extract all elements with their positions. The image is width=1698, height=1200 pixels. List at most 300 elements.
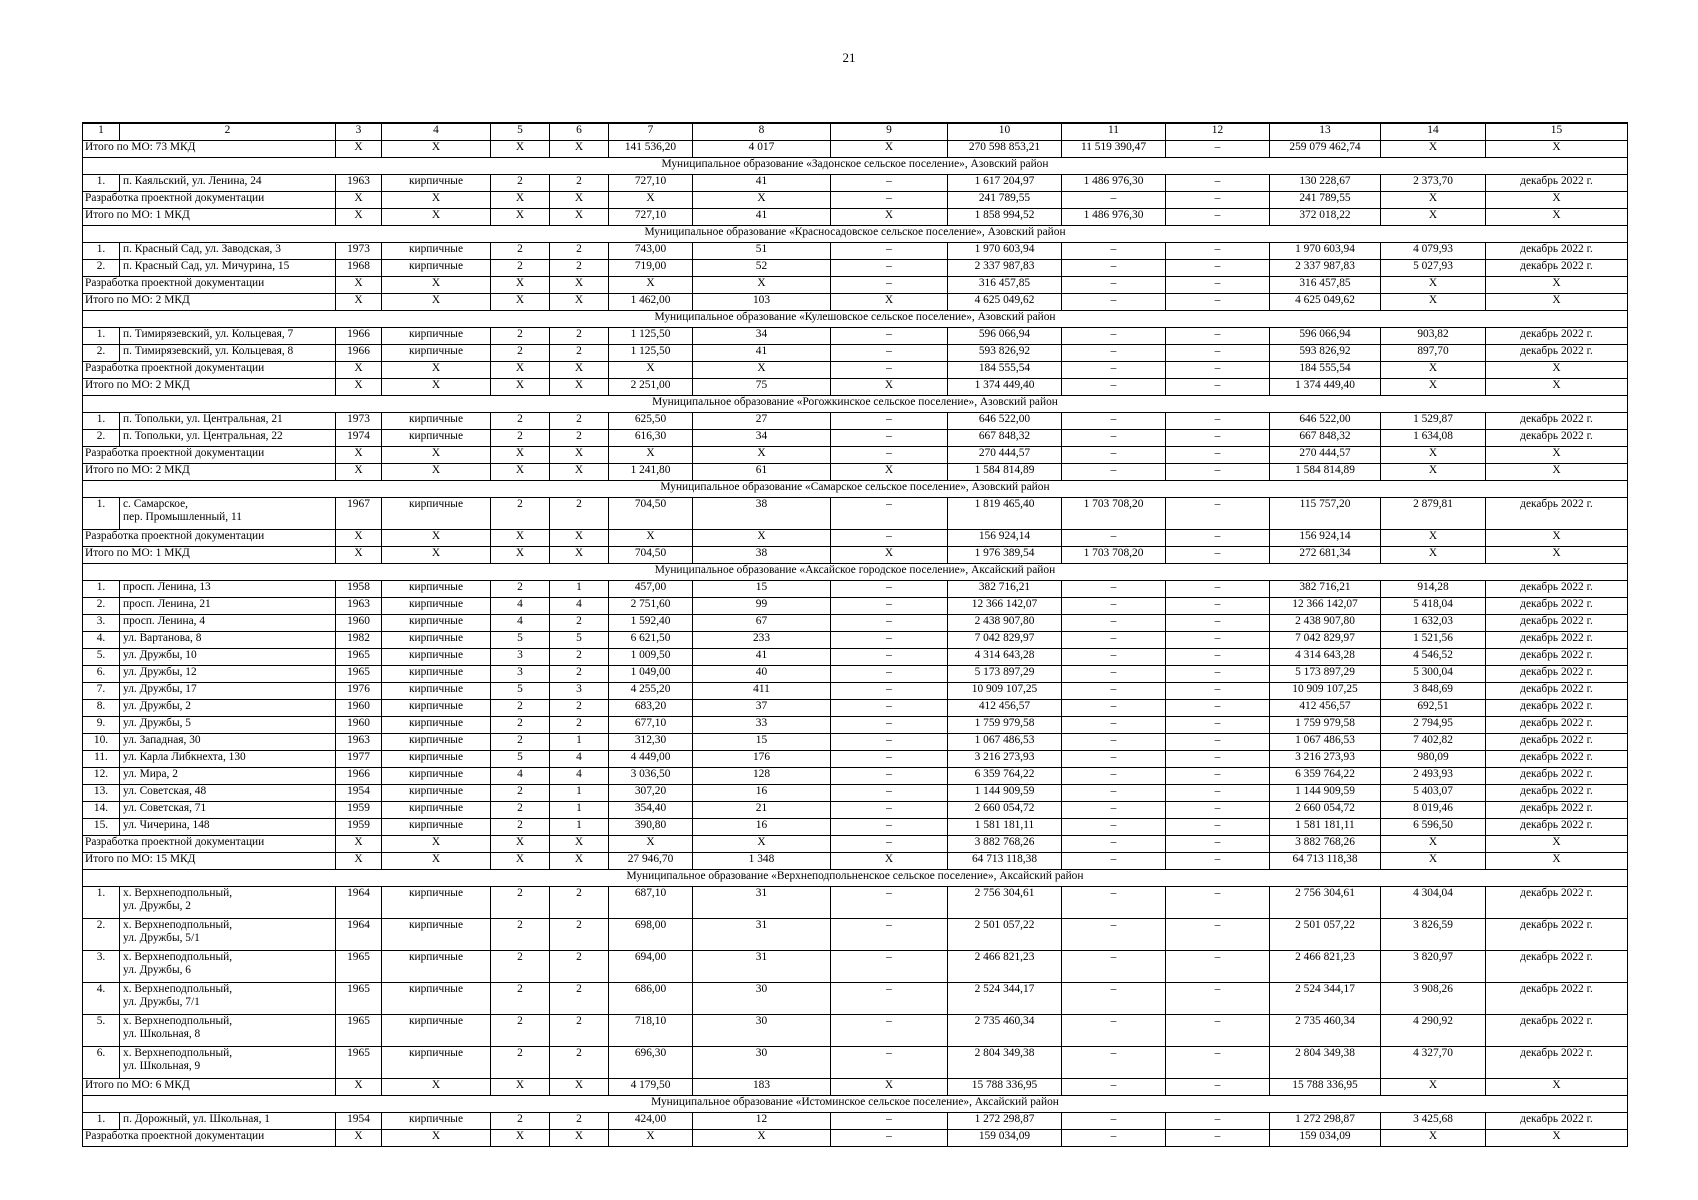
table-cell: 372 018,22 [1270,209,1381,226]
table-cell: 2 735 460,34 [1270,1015,1381,1047]
table-cell: 5 [491,632,550,649]
table-cell: 1 581 181,11 [1270,819,1381,836]
table-cell: Х [382,1130,491,1147]
table-cell: – [1166,717,1270,734]
row-label: Разработка проектной документации [83,192,336,209]
table-cell: 743,00 [609,243,693,260]
table-cell: 6 621,50 [609,632,693,649]
table-cell: – [831,362,948,379]
table-cell: 1 634,08 [1381,430,1486,447]
table-cell: 2 [550,328,609,345]
table-cell: 1958 [336,581,382,598]
table-cell: – [1062,1047,1166,1079]
table-cell: – [1166,1079,1270,1096]
table-cell: 382 716,21 [1270,581,1381,598]
section-title: Муниципальное образование «Истоминское сельское поселение», Аксайский район [83,1096,1628,1113]
table-cell: 3 216 273,93 [948,751,1062,768]
table-cell: – [1062,802,1166,819]
table-cell: кирпичные [382,983,491,1015]
table-cell: – [1166,983,1270,1015]
row-label: Итого по МО: 6 МКД [83,1079,336,1096]
table-cell: Х [1381,362,1486,379]
table-cell: декабрь 2022 г. [1486,700,1628,717]
table-cell: кирпичные [382,413,491,430]
table-cell: Х [609,447,693,464]
table-cell: 593 826,92 [948,345,1062,362]
table-cell: – [1062,294,1166,311]
table-cell: 11 519 390,47 [1062,141,1166,158]
table-cell: 2 [550,243,609,260]
table-cell: 241 789,55 [948,192,1062,209]
table-cell: 2 [491,785,550,802]
table-cell: 2 524 344,17 [948,983,1062,1015]
table-cell: 31 [693,887,831,919]
table-cell: 3 820,97 [1381,951,1486,983]
row-number: 1. [83,175,120,192]
table-cell: 2 [550,498,609,530]
address-line: ул. Вартанова, 8 [123,632,202,644]
table-cell: – [831,683,948,700]
table-cell: – [1062,345,1166,362]
table-row [83,717,1628,734]
table-cell: – [1166,649,1270,666]
table-cell: – [831,768,948,785]
table-cell: 6 359 764,22 [948,768,1062,785]
table-cell: 4 304,04 [1381,887,1486,919]
table-cell: Х [491,1079,550,1096]
table-cell: – [831,447,948,464]
column-number-cell: 5 [491,123,550,141]
table-cell: 312,30 [609,734,693,751]
table-cell: – [1062,717,1166,734]
table-cell: Х [609,192,693,209]
table-cell: 2 373,70 [1381,175,1486,192]
table-cell: 1 [550,785,609,802]
column-number-cell: 4 [382,123,491,141]
table-cell: 6 596,50 [1381,819,1486,836]
table-cell: декабрь 2022 г. [1486,768,1628,785]
table-cell: 2 879,81 [1381,498,1486,530]
row-number: 11. [83,751,120,768]
table-cell: 4 [491,768,550,785]
table-cell: декабрь 2022 г. [1486,1047,1628,1079]
table-cell: 61 [693,464,831,481]
table-cell: 667 848,32 [948,430,1062,447]
address-line: ул. Советская, 71 [123,802,207,814]
table-row [83,598,1628,615]
table-cell: Х [550,464,609,481]
table-cell: 1 272 298,87 [948,1113,1062,1130]
table-cell: – [1166,1047,1270,1079]
table-cell: 2 [491,345,550,362]
table-cell: 5 [550,632,609,649]
table-cell: 1 009,50 [609,649,693,666]
table-cell: Х [1486,1079,1628,1096]
table-cell: – [831,951,948,983]
table-cell: 2 804 349,38 [1270,1047,1381,1079]
address-cell [120,345,336,362]
table-cell: 10 909 107,25 [948,683,1062,700]
row-number: 7. [83,683,120,700]
table-cell: 1965 [336,1015,382,1047]
section-title: Муниципальное образование «Задонское сельское поселение», Азовский район [83,158,1628,175]
address-cell [120,632,336,649]
table-cell: Х [1381,294,1486,311]
table-cell: Х [1486,141,1628,158]
table-cell: 1 [550,802,609,819]
table-cell: 34 [693,430,831,447]
table-cell: декабрь 2022 г. [1486,498,1628,530]
table-cell: 2 [550,175,609,192]
section-title: Муниципальное образование «Кулешовское сельское поселение», Азовский район [83,311,1628,328]
section-header-row [83,226,1628,243]
summary-row [83,530,1628,547]
row-number: 6. [83,1047,120,1079]
table-cell: 457,00 [609,581,693,598]
table-cell: декабрь 2022 г. [1486,951,1628,983]
row-number: 3. [83,951,120,983]
table-cell: 354,40 [609,802,693,819]
table-cell: – [1062,243,1166,260]
table-cell: Х [491,294,550,311]
table-cell: – [1166,547,1270,564]
address-cell [120,615,336,632]
table-cell: – [1166,700,1270,717]
table-cell: 2 [491,717,550,734]
table-row [83,983,1628,1015]
address-line: ул. Мира, 2 [123,768,178,780]
table-cell: 3 826,59 [1381,919,1486,951]
table-cell: 316 457,85 [1270,277,1381,294]
table-cell: Х [831,853,948,870]
table-cell: Х [831,379,948,396]
table-cell: 12 [693,1113,831,1130]
table-cell: 3 [550,683,609,700]
table-cell: 6 359 764,22 [1270,768,1381,785]
table-cell: – [1166,734,1270,751]
section-header-row [83,1096,1628,1113]
table-cell: – [831,1015,948,1047]
table-cell: кирпичные [382,345,491,362]
table-cell: Х [693,362,831,379]
table-cell: 4 314 643,28 [1270,649,1381,666]
table-cell: 316 457,85 [948,277,1062,294]
table-cell: – [1166,192,1270,209]
row-number: 5. [83,649,120,666]
table-cell: Х [491,547,550,564]
table-row [83,1015,1628,1047]
table-cell: 2 524 344,17 [1270,983,1381,1015]
table-cell: 704,50 [609,498,693,530]
table-cell: 2 [491,819,550,836]
table-cell: – [831,1047,948,1079]
table-cell: декабрь 2022 г. [1486,632,1628,649]
table-cell: 5 418,04 [1381,598,1486,615]
table-cell: 897,70 [1381,345,1486,362]
table-cell: 2 [550,717,609,734]
table-cell: Х [1381,209,1486,226]
table-cell: – [831,649,948,666]
table-cell: 727,10 [609,209,693,226]
table-cell: – [1062,700,1166,717]
table-cell: – [1166,853,1270,870]
table-cell: 616,30 [609,430,693,447]
table-cell: Х [1486,853,1628,870]
table-cell: 1 759 979,58 [1270,717,1381,734]
row-number: 1. [83,581,120,598]
column-number-cell: 3 [336,123,382,141]
row-number: 1. [83,887,120,919]
table-cell: 4 625 049,62 [1270,294,1381,311]
table-row [83,734,1628,751]
table-cell: 4 449,00 [609,751,693,768]
table-cell: 115 757,20 [1270,498,1381,530]
table-cell: – [1062,632,1166,649]
table-cell: 64 713 118,38 [1270,853,1381,870]
row-label: Разработка проектной документации [83,530,336,547]
address-cell [120,666,336,683]
table-cell: 1 592,40 [609,615,693,632]
table-cell: 30 [693,1047,831,1079]
table-cell: 159 034,09 [1270,1130,1381,1147]
table-cell: 2 [491,887,550,919]
row-label: Итого по МО: 1 МКД [83,547,336,564]
table-cell: 2 [491,328,550,345]
table-cell: 2 [550,1015,609,1047]
table-row [83,430,1628,447]
table-cell: 2 [550,919,609,951]
address-cell [120,1047,336,1079]
table-cell: 41 [693,649,831,666]
table-cell: 33 [693,717,831,734]
table-cell: 183 [693,1079,831,1096]
table-cell: – [1062,328,1166,345]
row-number: 6. [83,666,120,683]
table-cell: 2 756 304,61 [1270,887,1381,919]
table-cell: – [831,615,948,632]
table-cell: 1964 [336,887,382,919]
address-line: ул. Дружбы, 2 [123,700,191,712]
section-header-row [83,481,1628,498]
table-cell: Х [382,836,491,853]
table-row [83,498,1628,530]
summary-row [83,379,1628,396]
table-cell: 1 486 976,30 [1062,209,1166,226]
table-cell: 596 066,94 [1270,328,1381,345]
table-row [83,887,1628,919]
address-cell [120,498,336,530]
table-cell: декабрь 2022 г. [1486,328,1628,345]
address-cell [120,768,336,785]
table-cell: 130 228,67 [1270,175,1381,192]
table-cell: декабрь 2022 г. [1486,430,1628,447]
table-cell: декабрь 2022 г. [1486,751,1628,768]
table-cell: 1965 [336,983,382,1015]
address-line: х. Верхнеподпольный, [123,887,233,899]
table-cell: 2 [550,430,609,447]
row-number: 14. [83,802,120,819]
table-cell: 694,00 [609,951,693,983]
table-cell: 99 [693,598,831,615]
table-cell: Х [550,530,609,547]
table-cell: Х [382,1079,491,1096]
table-cell: 184 555,54 [948,362,1062,379]
address-line: ул. Школьная, 9 [123,1060,201,1072]
table-cell: 2 [491,983,550,1015]
table-cell: кирпичные [382,734,491,751]
table-row [83,413,1628,430]
table-cell: кирпичные [382,1015,491,1047]
table-cell: 1 125,50 [609,328,693,345]
table-cell: 2 [491,1113,550,1130]
table-cell: 411 [693,683,831,700]
table-cell: 1 348 [693,853,831,870]
table-cell: Х [336,1079,382,1096]
address-cell [120,717,336,734]
table-cell: 2 [491,260,550,277]
row-number: 8. [83,700,120,717]
table-cell: Х [831,464,948,481]
table-cell: 1973 [336,413,382,430]
summary-row [83,853,1628,870]
table-cell: 1 125,50 [609,345,693,362]
table-cell: – [831,430,948,447]
table-cell: – [1166,951,1270,983]
address-cell [120,802,336,819]
table-cell: Х [609,530,693,547]
table-cell: 5 173 897,29 [948,666,1062,683]
table-cell: – [1062,1113,1166,1130]
address-line: х. Верхнеподпольный, [123,1015,233,1027]
table-cell: – [1062,413,1166,430]
table-row [83,1047,1628,1079]
table-cell: Х [491,447,550,464]
address-line: ул. Дружбы, 5 [123,717,191,729]
table-cell: кирпичные [382,819,491,836]
table-cell: 1 703 708,20 [1062,547,1166,564]
table-cell: 270 598 853,21 [948,141,1062,158]
table-cell: Х [550,277,609,294]
table-cell: – [1166,530,1270,547]
table-cell: декабрь 2022 г. [1486,734,1628,751]
table-cell: 1965 [336,666,382,683]
table-cell: – [1166,175,1270,192]
table-cell: – [1062,768,1166,785]
table-cell: 692,51 [1381,700,1486,717]
table-cell: Х [1486,547,1628,564]
table-cell: кирпичные [382,598,491,615]
table-cell: – [831,666,948,683]
table-cell: – [1166,887,1270,919]
table-cell: Х [1381,141,1486,158]
table-cell: 75 [693,379,831,396]
table-cell: Х [491,192,550,209]
table-cell: – [831,277,948,294]
table-row [83,768,1628,785]
table-cell: Х [491,379,550,396]
table-cell: 2 [550,951,609,983]
table-cell: 2 [550,887,609,919]
table-cell: Х [609,1130,693,1147]
address-cell [120,413,336,430]
table-row [83,683,1628,700]
table-cell: декабрь 2022 г. [1486,983,1628,1015]
address-cell [120,430,336,447]
table-cell: 1977 [336,751,382,768]
address-cell [120,243,336,260]
table-cell: 1 241,80 [609,464,693,481]
table-cell: Х [693,530,831,547]
table-cell: – [1062,919,1166,951]
row-number: 2. [83,919,120,951]
table-cell: 1960 [336,717,382,734]
table-cell: 1966 [336,768,382,785]
table-cell: – [1166,819,1270,836]
table-cell: 4 [491,598,550,615]
table-cell: – [1166,785,1270,802]
table-cell: 1965 [336,951,382,983]
address-cell [120,887,336,919]
table-cell: 7 042 829,97 [1270,632,1381,649]
table-cell: 3 848,69 [1381,683,1486,700]
table-cell: 1963 [336,598,382,615]
summary-row [83,209,1628,226]
column-number-row [83,123,1628,141]
table-cell: 40 [693,666,831,683]
table-cell: кирпичные [382,430,491,447]
table-cell: кирпичные [382,328,491,345]
table-cell: 4 179,50 [609,1079,693,1096]
table-cell: кирпичные [382,632,491,649]
table-cell: 2 756 304,61 [948,887,1062,919]
table-cell: – [1062,785,1166,802]
row-number: 13. [83,785,120,802]
table-cell: Х [336,836,382,853]
table-cell: 176 [693,751,831,768]
table-cell: Х [550,294,609,311]
table-cell: 1982 [336,632,382,649]
table-cell: Х [1381,464,1486,481]
table-row [83,632,1628,649]
table-cell: 667 848,32 [1270,430,1381,447]
table-cell: 27 [693,413,831,430]
table-row [83,919,1628,951]
table-cell: – [1166,141,1270,158]
table-cell: Х [831,209,948,226]
table-cell: кирпичные [382,683,491,700]
summary-row [83,362,1628,379]
table-cell: – [831,243,948,260]
table-cell: 1968 [336,260,382,277]
address-line: ул. Дружбы, 7/1 [123,996,200,1008]
table-cell: декабрь 2022 г. [1486,413,1628,430]
table-cell: 1 486 976,30 [1062,175,1166,192]
table-cell: – [831,413,948,430]
table-row [83,666,1628,683]
table-cell: 16 [693,819,831,836]
summary-row [83,1079,1628,1096]
table-cell: 156 924,14 [1270,530,1381,547]
table-cell: Х [336,464,382,481]
table-cell: 1 581 181,11 [948,819,1062,836]
table-row [83,243,1628,260]
column-number-cell: 1 [83,123,120,141]
table-cell: – [1062,581,1166,598]
table-cell: – [831,887,948,919]
table-cell: – [1166,751,1270,768]
table-cell: – [1166,413,1270,430]
table-cell: – [1166,632,1270,649]
